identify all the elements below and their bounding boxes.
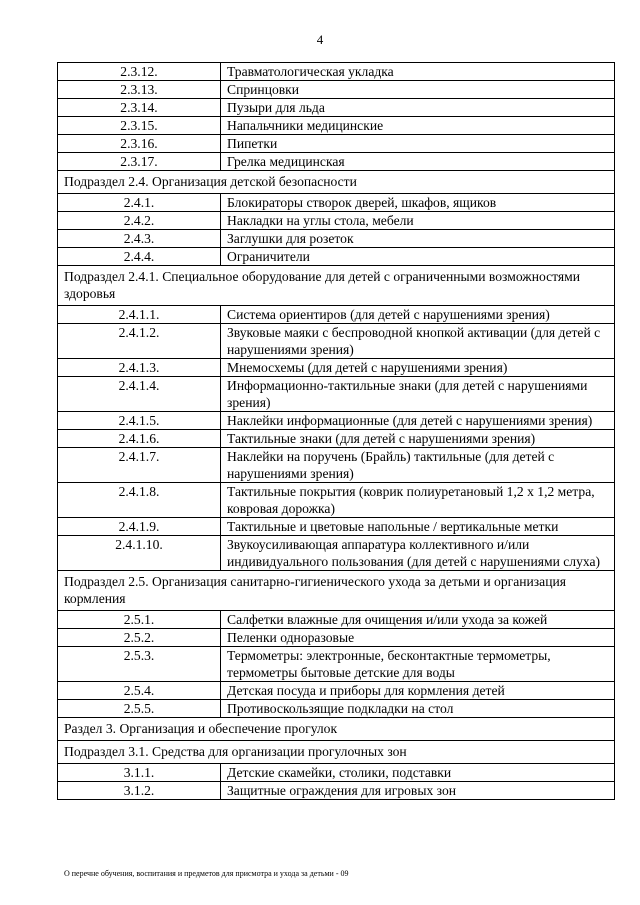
section-title: Подраздел 2.5. Организация санитарно-гигиенического ухода за детьми и организация кормления (58, 571, 615, 611)
item-number: 2.4.1.5. (58, 412, 221, 430)
section-row (58, 266, 615, 306)
item-name: Защитные ограждения для игровых зон (221, 782, 615, 800)
item-number: 2.4.1. (58, 194, 221, 212)
item-name: Травматологическая укладка (221, 63, 615, 81)
item-name: Спринцовки (221, 81, 615, 99)
table-row (58, 700, 615, 718)
item-number: 2.5.1. (58, 611, 221, 629)
item-number: 3.1.1. (58, 764, 221, 782)
footer-note: О перечне обучения, воспитания и предметов для присмотра и ухода за детьми - 09 (64, 869, 349, 878)
item-number: 2.3.17. (58, 153, 221, 171)
table-row (58, 448, 615, 483)
table-row (58, 248, 615, 266)
item-name: Система ориентиров (для детей с нарушениями зрения) (221, 306, 615, 324)
item-name: Салфетки влажные для очищения и/или ухода за кожей (221, 611, 615, 629)
table-row (58, 194, 615, 212)
table-row (58, 483, 615, 518)
item-name: Пеленки одноразовые (221, 629, 615, 647)
table-row (58, 377, 615, 412)
item-name: Блокираторы створок дверей, шкафов, ящиков (221, 194, 615, 212)
table-row (58, 518, 615, 536)
item-number: 2.4.1.3. (58, 359, 221, 377)
item-number: 2.5.5. (58, 700, 221, 718)
item-name: Мнемосхемы (для детей с нарушениями зрения) (221, 359, 615, 377)
item-name: Накладки на углы стола, мебели (221, 212, 615, 230)
item-name: Звуковые маяки с беспроводной кнопкой активации (для детей с нарушениями зрения) (221, 324, 615, 359)
item-name: Заглушки для розеток (221, 230, 615, 248)
table-row (58, 764, 615, 782)
item-name: Звукоусиливающая аппаратура коллективного и/или индивидуального пользования (для детей с нарушениями слуха) (221, 536, 615, 571)
item-name: Пипетки (221, 135, 615, 153)
item-name: Грелка медицинская (221, 153, 615, 171)
table-row (58, 412, 615, 430)
item-number: 2.4.2. (58, 212, 221, 230)
table-row (58, 306, 615, 324)
item-number: 2.3.15. (58, 117, 221, 135)
table-row (58, 536, 615, 571)
table-row (58, 324, 615, 359)
table-row (58, 63, 615, 81)
item-number: 2.4.1.4. (58, 377, 221, 412)
item-name: Детские скамейки, столики, подставки (221, 764, 615, 782)
section-row (58, 741, 615, 764)
section-row (58, 571, 615, 611)
item-number: 2.4.1.8. (58, 483, 221, 518)
item-number: 2.5.2. (58, 629, 221, 647)
section-title: Подраздел 2.4.1. Специальное оборудование для детей с ограниченными возможностями здоровья (58, 266, 615, 306)
table-row (58, 230, 615, 248)
item-number: 2.4.3. (58, 230, 221, 248)
item-number: 2.4.1.7. (58, 448, 221, 483)
table-row (58, 153, 615, 171)
item-number: 2.3.16. (58, 135, 221, 153)
item-number: 2.4.4. (58, 248, 221, 266)
table-row (58, 782, 615, 800)
table-row (58, 212, 615, 230)
table-row (58, 430, 615, 448)
item-name: Тактильные и цветовые напольные / вертикальные метки (221, 518, 615, 536)
item-number: 2.4.1.1. (58, 306, 221, 324)
section-row (58, 718, 615, 741)
page-number: 4 (316, 32, 324, 47)
item-number: 2.3.12. (58, 63, 221, 81)
item-name: Пузыри для льда (221, 99, 615, 117)
table-row (58, 647, 615, 682)
table-row (58, 135, 615, 153)
item-name: Противоскользящие подкладки на стол (221, 700, 615, 718)
item-number: 2.4.1.6. (58, 430, 221, 448)
item-name: Напальчники медицинские (221, 117, 615, 135)
section-title: Подраздел 3.1. Средства для организации прогулочных зон (58, 741, 615, 764)
item-number: 2.5.3. (58, 647, 221, 682)
item-name: Тактильные покрытия (коврик полиуретановый 1,2 x 1,2 метра, ковровая дорожка) (221, 483, 615, 518)
item-number: 2.4.1.2. (58, 324, 221, 359)
items-table (57, 62, 615, 800)
item-name: Ограничители (221, 248, 615, 266)
item-name: Наклейки информационные (для детей с нарушениями зрения) (221, 412, 615, 430)
table-row (58, 99, 615, 117)
item-number: 2.3.13. (58, 81, 221, 99)
item-number: 2.4.1.10. (58, 536, 221, 571)
item-name: Детская посуда и приборы для кормления детей (221, 682, 615, 700)
section-title: Подраздел 2.4. Организация детской безопасности (58, 171, 615, 194)
item-number: 3.1.2. (58, 782, 221, 800)
items-table-body (58, 63, 615, 800)
table-row (58, 117, 615, 135)
item-name: Тактильные знаки (для детей с нарушениями зрения) (221, 430, 615, 448)
section-title: Раздел 3. Организация и обеспечение прогулок (58, 718, 615, 741)
item-name: Термометры: электронные, бесконтактные термометры, термометры бытовые детские для воды (221, 647, 615, 682)
table-row (58, 629, 615, 647)
item-number: 2.5.4. (58, 682, 221, 700)
table-row (58, 359, 615, 377)
table-row (58, 611, 615, 629)
section-row (58, 171, 615, 194)
item-number: 2.3.14. (58, 99, 221, 117)
item-name: Информационно-тактильные знаки (для детей с нарушениями зрения) (221, 377, 615, 412)
item-number: 2.4.1.9. (58, 518, 221, 536)
item-name: Наклейки на поручень (Брайль) тактильные (для детей с нарушениями зрения) (221, 448, 615, 483)
table-row (58, 81, 615, 99)
table-row (58, 682, 615, 700)
